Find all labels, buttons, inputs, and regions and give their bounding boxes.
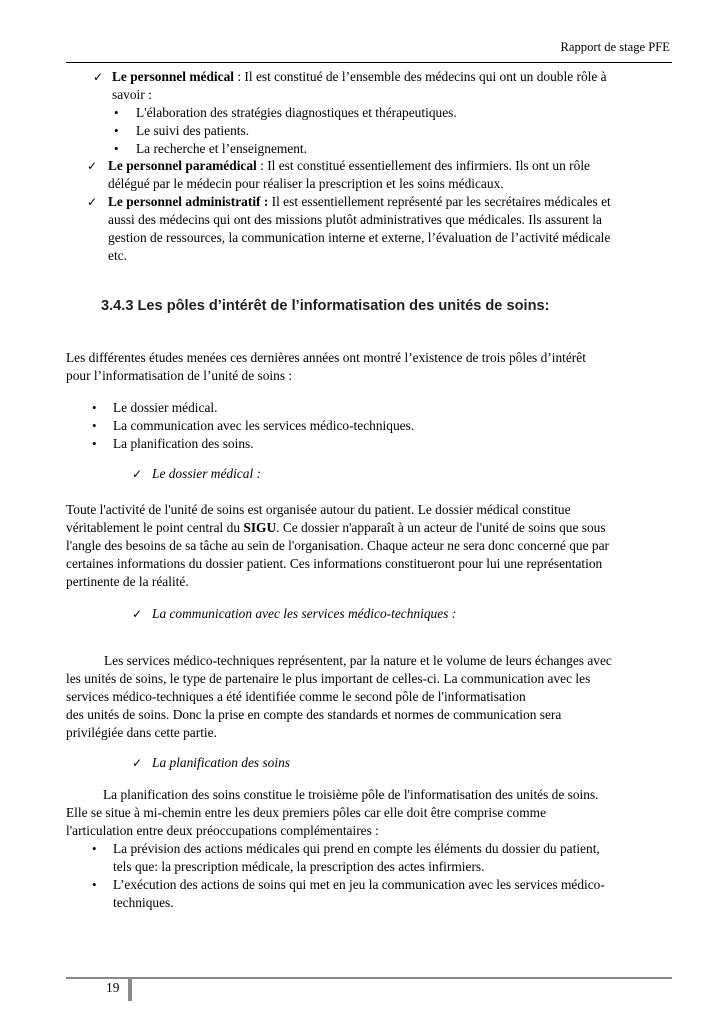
pole-item: La planification des soins. <box>113 436 254 451</box>
personnel-medical-desc-1: : Il est constitué de l’ensemble des médecins qui ont un double rôle à <box>234 69 607 84</box>
bullet-icon: • <box>92 877 97 892</box>
communication-line-1: Les services médico-techniques représentent, par la nature et le volume de leurs échanges avec <box>104 653 612 668</box>
communication-line-4: des unités de soins. Donc la prise en compte des standards et normes de communication sera <box>66 707 562 722</box>
planification-title-text: La planification des soins <box>152 755 291 770</box>
planification-item-1-line-1: La prévision des actions médicales qui prend en compte les éléments du dossier du patient, <box>113 841 600 856</box>
personnel-admin-desc-4: etc. <box>108 248 127 263</box>
pole-item: Le dossier médical. <box>113 400 218 415</box>
medical-role-item: La recherche et l’enseignement. <box>136 141 308 156</box>
page-header-title: Rapport de stage PFE <box>560 40 670 54</box>
footer-rule <box>66 977 672 979</box>
medical-role-item: Le suivi des patients. <box>136 123 250 138</box>
personnel-medical-name: Le personnel médical <box>112 69 234 84</box>
personnel-paramedical-line <box>108 157 590 175</box>
bullet-icon: • <box>92 418 97 433</box>
planification-item-2-line-2: techniques. <box>113 895 174 910</box>
personnel-admin-desc-2: aussi des médecins qui ont des missions plutôt administratives que médicales. Ils assurent la <box>108 212 602 227</box>
planification-line-3: l'articulation entre deux préoccupations complémentaires : <box>66 823 379 838</box>
communication-line-5: privilégiée dans cette partie. <box>66 725 217 740</box>
dossier-line-2-post: . Ce dossier n'apparaît à un acteur de l'unité de soins que sous <box>276 520 606 535</box>
bullet-icon: • <box>92 841 97 856</box>
checkmark-icon: ✓ <box>87 195 98 209</box>
bullet-icon: • <box>92 436 97 451</box>
section-heading: 3.4.3 Les pôles d’intérêt de l’informatisation des unités de soins: <box>101 298 550 314</box>
intro-line-2: pour l’informatisation de l’unité de soins : <box>66 368 293 383</box>
planification-item-2-line-1: L’exécution des actions de soins qui met en jeu la communication avec les services médico- <box>113 877 605 892</box>
personnel-paramedical-desc-2: délégué par le médecin pour réaliser la prescription et les soins médicaux. <box>108 176 504 191</box>
personnel-admin-desc-3: gestion de ressources, la communication interne et externe, l’évaluation de l’activité médicale <box>108 230 611 245</box>
dossier-line-4: certaines informations du dossier patient. Ces informations constitueront pour lui une représentation <box>66 556 603 571</box>
communication-title-text: La communication avec les services médico-techniques : <box>152 606 457 621</box>
personnel-medical-desc-2: savoir : <box>112 87 152 102</box>
dossier-line-2 <box>66 519 606 537</box>
footer-divider <box>128 979 132 1001</box>
checkmark-icon: ✓ <box>93 70 104 84</box>
dossier-line-5: pertinente de la réalité. <box>66 574 189 589</box>
communication-line-3: services médico-techniques a été identifiée comme le second pôle de l'informatisation <box>66 689 526 704</box>
checkmark-icon: ✓ <box>132 756 143 770</box>
communication-line-2: les unités de soins, le type de partenaire le plus important de celles-ci. La communication avec les <box>66 671 591 686</box>
dossier-title <box>152 465 261 483</box>
sigu-term: SIGU <box>243 520 277 535</box>
checkmark-icon: ✓ <box>132 467 143 481</box>
checkmark-icon: ✓ <box>132 607 143 621</box>
planification-title <box>152 754 290 772</box>
planification-line-1: La planification des soins constitue le troisième pôle de l'informatisation des unités de soins. <box>103 787 599 802</box>
dossier-line-3: l'angle des besoins de sa tâche au sein de l'organisation. Chaque acteur ne sera donc concerné que par <box>66 538 609 553</box>
personnel-admin-desc-1: Il est essentiellement représenté par les secrétaires médicales et <box>268 194 611 209</box>
bullet-icon: • <box>92 400 97 415</box>
intro-line-1: Les différentes études menées ces dernières années ont montré l’existence de trois pôles d’intérêt <box>66 350 586 365</box>
checkmark-icon: ✓ <box>87 159 98 173</box>
header-rule <box>66 62 672 63</box>
planification-item-1-line-2: tels que: la prescription médicale, la prescription des actes infirmiers. <box>113 859 485 874</box>
bullet-icon: • <box>114 123 119 138</box>
planification-line-2: Elle se situe à mi-chemin entre les deux premiers pôles car elle doit être comprise comme <box>66 805 547 820</box>
personnel-medical-line <box>112 68 607 86</box>
personnel-admin-line <box>108 193 611 211</box>
pole-item: La communication avec les services médico-techniques. <box>113 418 415 433</box>
page-number: 19 <box>106 980 120 995</box>
dossier-line-1: Toute l'activité de l'unité de soins est organisée autour du patient. Le dossier médical constitue <box>66 502 571 517</box>
bullet-icon: • <box>114 141 119 156</box>
bullet-icon: • <box>114 105 119 120</box>
communication-title <box>152 605 456 623</box>
dossier-title-text: Le dossier médical : <box>152 466 261 481</box>
medical-role-item: L'élaboration des stratégies diagnostiques et thérapeutiques. <box>136 105 457 120</box>
personnel-paramedical-name: Le personnel paramédical <box>108 158 257 173</box>
personnel-admin-name: Le personnel administratif : <box>108 194 269 209</box>
personnel-paramedical-desc-1: : Il est constitué essentiellement des infirmiers. Ils ont un rôle <box>256 158 590 173</box>
dossier-line-2-pre: véritablement le point central du <box>66 520 244 535</box>
